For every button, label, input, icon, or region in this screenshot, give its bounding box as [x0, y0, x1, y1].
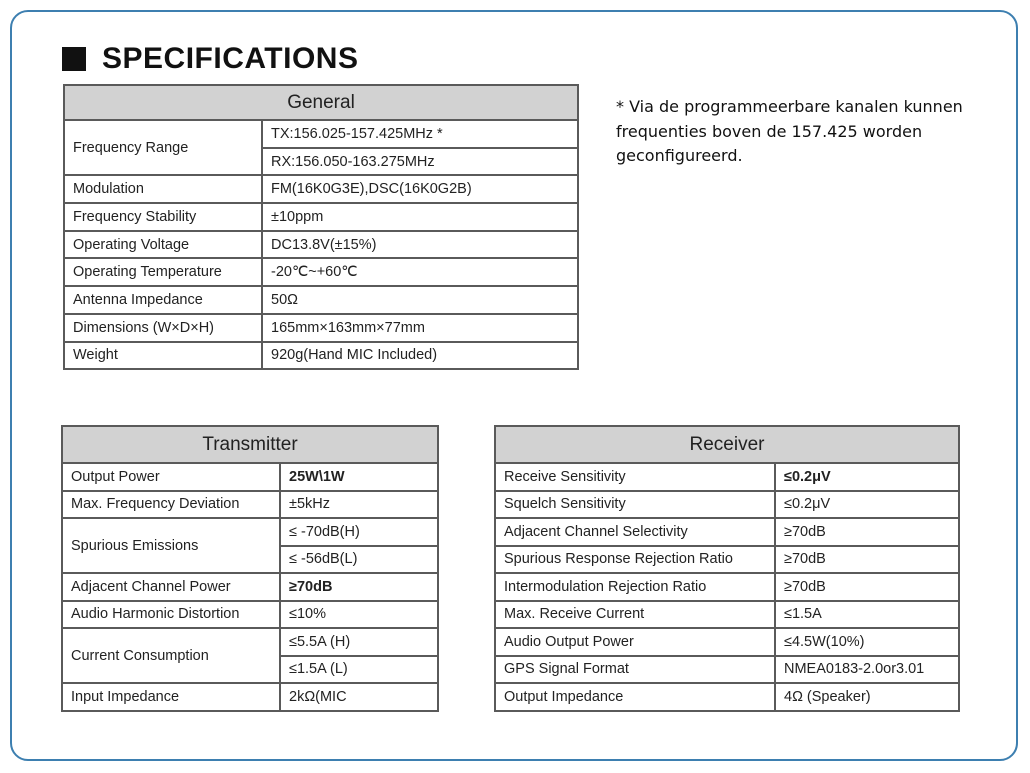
- spec-label: Operating Voltage: [64, 231, 262, 259]
- spec-value: FM(16K0G3E),DSC(16K0G2B): [262, 175, 578, 203]
- spec-value: RX:156.050-163.275MHz: [262, 148, 578, 176]
- spec-value: 165mm×163mm×77mm: [262, 314, 578, 342]
- table-row: [495, 628, 959, 656]
- spec-value: 50Ω: [262, 286, 578, 314]
- general-header: General: [64, 85, 578, 120]
- spec-value: ≤1.5A (L): [280, 656, 438, 684]
- spec-value: ≥70dB: [775, 573, 959, 601]
- spec-label: Operating Temperature: [64, 258, 262, 286]
- spec-value: ≥70dB: [775, 546, 959, 574]
- spec-label: Frequency Range: [64, 120, 262, 175]
- table-row: [62, 601, 438, 629]
- spec-label: GPS Signal Format: [495, 656, 775, 684]
- table-row: [495, 491, 959, 519]
- table-row: [62, 573, 438, 601]
- spec-label: Adjacent Channel Power: [62, 573, 280, 601]
- table-row: [64, 203, 578, 231]
- table-row: [495, 601, 959, 629]
- spec-value: TX:156.025-157.425MHz *: [262, 120, 578, 148]
- table-row: [495, 546, 959, 574]
- table-row: [495, 463, 959, 491]
- spec-label: Current Consumption: [62, 628, 280, 683]
- spec-value: ≥70dB: [280, 573, 438, 601]
- page-title: [62, 40, 358, 78]
- spec-value: 2kΩ(MIC: [280, 683, 438, 711]
- spec-value: ≥70dB: [775, 518, 959, 546]
- spec-label: Modulation: [64, 175, 262, 203]
- page-title-text: SPECIFICATIONS: [102, 42, 359, 75]
- spec-label: Spurious Response Rejection Ratio: [495, 546, 775, 574]
- spec-value: 4Ω (Speaker): [775, 683, 959, 711]
- table-row: [64, 175, 578, 203]
- spec-label: Output Power: [62, 463, 280, 491]
- transmitter-header: Transmitter: [62, 426, 438, 463]
- spec-label: Max. Frequency Deviation: [62, 491, 280, 519]
- table-row: [62, 628, 438, 656]
- general-spec-table: [63, 84, 579, 370]
- table-row: [64, 314, 578, 342]
- spec-label: Antenna Impedance: [64, 286, 262, 314]
- table-row: [64, 258, 578, 286]
- spec-value: ≤ -56dB(L): [280, 546, 438, 574]
- table-row: [64, 120, 578, 148]
- table-row: [495, 518, 959, 546]
- table-row: [62, 683, 438, 711]
- spec-label: Intermodulation Rejection Ratio: [495, 573, 775, 601]
- spec-value: ≤0.2μV: [775, 491, 959, 519]
- spec-value: ≤ -70dB(H): [280, 518, 438, 546]
- spec-label: Input Impedance: [62, 683, 280, 711]
- receiver-header: Receiver: [495, 426, 959, 463]
- table-row: [495, 573, 959, 601]
- spec-label: Audio Output Power: [495, 628, 775, 656]
- spec-label: Frequency Stability: [64, 203, 262, 231]
- receiver-spec-table: [494, 425, 960, 712]
- spec-value: -20℃~+60℃: [262, 258, 578, 286]
- table-row: [64, 286, 578, 314]
- table-row: [62, 518, 438, 546]
- table-row: [495, 683, 959, 711]
- spec-label: Max. Receive Current: [495, 601, 775, 629]
- frequency-note: * Via de programmeerbare kanalen kunnen frequenties boven de 157.425 worden geconfigureerd.: [616, 97, 963, 165]
- spec-value: 920g(Hand MIC Included): [262, 342, 578, 370]
- table-row: [64, 342, 578, 370]
- spec-value: ≤4.5W(10%): [775, 628, 959, 656]
- spec-value: ≤10%: [280, 601, 438, 629]
- spec-label: Output Impedance: [495, 683, 775, 711]
- table-row: [64, 231, 578, 259]
- spec-value: 25W\1W: [280, 463, 438, 491]
- table-row: [62, 491, 438, 519]
- spec-value: ≤0.2μV: [775, 463, 959, 491]
- spec-value: ±10ppm: [262, 203, 578, 231]
- spec-value: ≤1.5A: [775, 601, 959, 629]
- spec-label: Squelch Sensitivity: [495, 491, 775, 519]
- transmitter-spec-table: [61, 425, 439, 712]
- square-bullet-icon: [62, 47, 86, 71]
- spec-label: Receive Sensitivity: [495, 463, 775, 491]
- table-row: [495, 656, 959, 684]
- spec-label: Audio Harmonic Distortion: [62, 601, 280, 629]
- spec-value: DC13.8V(±15%): [262, 231, 578, 259]
- spec-label: Dimensions (W×D×H): [64, 314, 262, 342]
- spec-value: ±5kHz: [280, 491, 438, 519]
- spec-label: Weight: [64, 342, 262, 370]
- spec-label: Adjacent Channel Selectivity: [495, 518, 775, 546]
- spec-value: NMEA0183-2.0or3.01: [775, 656, 959, 684]
- table-row: [62, 463, 438, 491]
- spec-label: Spurious Emissions: [62, 518, 280, 573]
- spec-value: ≤5.5A (H): [280, 628, 438, 656]
